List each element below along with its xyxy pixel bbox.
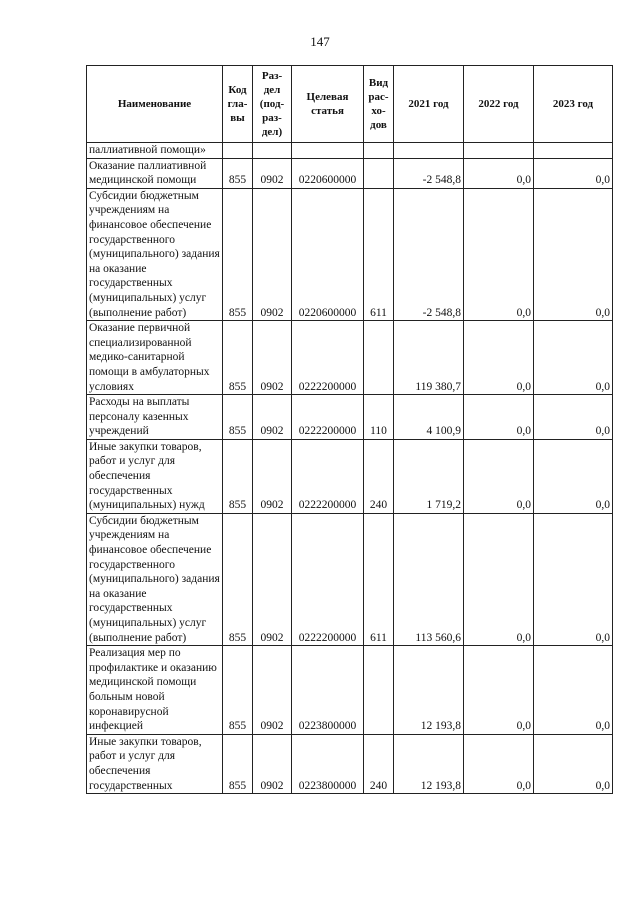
- row-chapter: 855: [223, 158, 253, 188]
- row-2021: -2 548,8: [394, 188, 464, 320]
- row-chapter: 855: [223, 513, 253, 645]
- row-section: 0902: [253, 646, 292, 735]
- row-type: [364, 143, 394, 159]
- row-2023: 0,0: [534, 734, 613, 793]
- table-row: [87, 158, 613, 188]
- row-section: 0902: [253, 188, 292, 320]
- row-name: Субсидии бюджетным учреждениям на финансовое обеспечение государственного (муниципального) задания на оказание государственных (муниципальных) услуг (выполнение работ): [87, 188, 223, 320]
- row-2022: 0,0: [464, 646, 534, 735]
- row-2021: 12 193,8: [394, 646, 464, 735]
- row-type: 240: [364, 439, 394, 513]
- table-row: [87, 646, 613, 735]
- table-row: [87, 439, 613, 513]
- row-2021: -2 548,8: [394, 158, 464, 188]
- row-name: Расходы на выплаты персоналу казенных учреждений: [87, 395, 223, 440]
- row-2023: 0,0: [534, 646, 613, 735]
- row-section: 0902: [253, 439, 292, 513]
- row-section: 0902: [253, 158, 292, 188]
- budget-table: [86, 65, 613, 794]
- row-section: 0902: [253, 321, 292, 395]
- row-target: 0223800000: [292, 734, 364, 793]
- row-chapter: [223, 143, 253, 159]
- row-2021: 113 560,6: [394, 513, 464, 645]
- row-2023: 0,0: [534, 158, 613, 188]
- table-row: [87, 188, 613, 320]
- row-2021: 119 380,7: [394, 321, 464, 395]
- header-section: Раз- дел (под- раз- дел): [253, 66, 292, 143]
- row-type: [364, 321, 394, 395]
- row-type: [364, 646, 394, 735]
- row-name: Субсидии бюджетным учреждениям на финансовое обеспечение государственного (муниципального) задания на оказание государственных (муниципальных) услуг (выполнение работ): [87, 513, 223, 645]
- row-2022: 0,0: [464, 158, 534, 188]
- row-chapter: 855: [223, 646, 253, 735]
- row-type: 611: [364, 188, 394, 320]
- row-2022: 0,0: [464, 321, 534, 395]
- header-name: Наименование: [87, 66, 223, 143]
- row-name: Реализация мер по профилактике и оказанию медицинской помощи больным новой коронавирусной инфекцией: [87, 646, 223, 735]
- row-2023: 0,0: [534, 439, 613, 513]
- row-2022: [464, 143, 534, 159]
- row-type: [364, 158, 394, 188]
- row-name: Иные закупки товаров, работ и услуг для обеспечения государственных (муниципальных) нужд: [87, 439, 223, 513]
- row-section: 0902: [253, 513, 292, 645]
- row-2023: 0,0: [534, 188, 613, 320]
- row-2021: 12 193,8: [394, 734, 464, 793]
- row-2021: [394, 143, 464, 159]
- table-row: [87, 321, 613, 395]
- row-name: паллиативной помощи»: [87, 143, 223, 159]
- header-2021: 2021 год: [394, 66, 464, 143]
- row-chapter: 855: [223, 734, 253, 793]
- row-target: 0220600000: [292, 188, 364, 320]
- header-row: [87, 66, 613, 143]
- header-2023: 2023 год: [534, 66, 613, 143]
- row-target: [292, 143, 364, 159]
- row-2021: 1 719,2: [394, 439, 464, 513]
- row-chapter: 855: [223, 439, 253, 513]
- row-name: Иные закупки товаров, работ и услуг для обеспечения государственных: [87, 734, 223, 793]
- row-target: 0222200000: [292, 321, 364, 395]
- row-2022: 0,0: [464, 513, 534, 645]
- row-name: Оказание первичной специализированной медико-санитарной помощи в амбулаторных условиях: [87, 321, 223, 395]
- row-target: 0220600000: [292, 158, 364, 188]
- row-target: 0222200000: [292, 395, 364, 440]
- table-row: [87, 143, 613, 159]
- row-section: 0902: [253, 395, 292, 440]
- row-target: 0222200000: [292, 439, 364, 513]
- row-section: 0902: [253, 734, 292, 793]
- row-chapter: 855: [223, 395, 253, 440]
- row-chapter: 855: [223, 188, 253, 320]
- row-2022: 0,0: [464, 439, 534, 513]
- row-name: Оказание паллиативной медицинской помощи: [87, 158, 223, 188]
- row-section: [253, 143, 292, 159]
- header-expense-type: Вид рас- хо- дов: [364, 66, 394, 143]
- header-chapter-code: Код гла- вы: [223, 66, 253, 143]
- row-type: 110: [364, 395, 394, 440]
- table-row: [87, 395, 613, 440]
- row-type: 611: [364, 513, 394, 645]
- row-chapter: 855: [223, 321, 253, 395]
- header-2022: 2022 год: [464, 66, 534, 143]
- row-target: 0223800000: [292, 646, 364, 735]
- row-2022: 0,0: [464, 734, 534, 793]
- row-2023: 0,0: [534, 395, 613, 440]
- row-2021: 4 100,9: [394, 395, 464, 440]
- row-2023: [534, 143, 613, 159]
- page-number: 147: [310, 34, 330, 49]
- table-row: [87, 513, 613, 645]
- row-target: 0222200000: [292, 513, 364, 645]
- row-2023: 0,0: [534, 513, 613, 645]
- table-row: [87, 734, 613, 793]
- row-type: 240: [364, 734, 394, 793]
- row-2023: 0,0: [534, 321, 613, 395]
- row-2022: 0,0: [464, 188, 534, 320]
- header-target-item: Целевая статья: [292, 66, 364, 143]
- row-2022: 0,0: [464, 395, 534, 440]
